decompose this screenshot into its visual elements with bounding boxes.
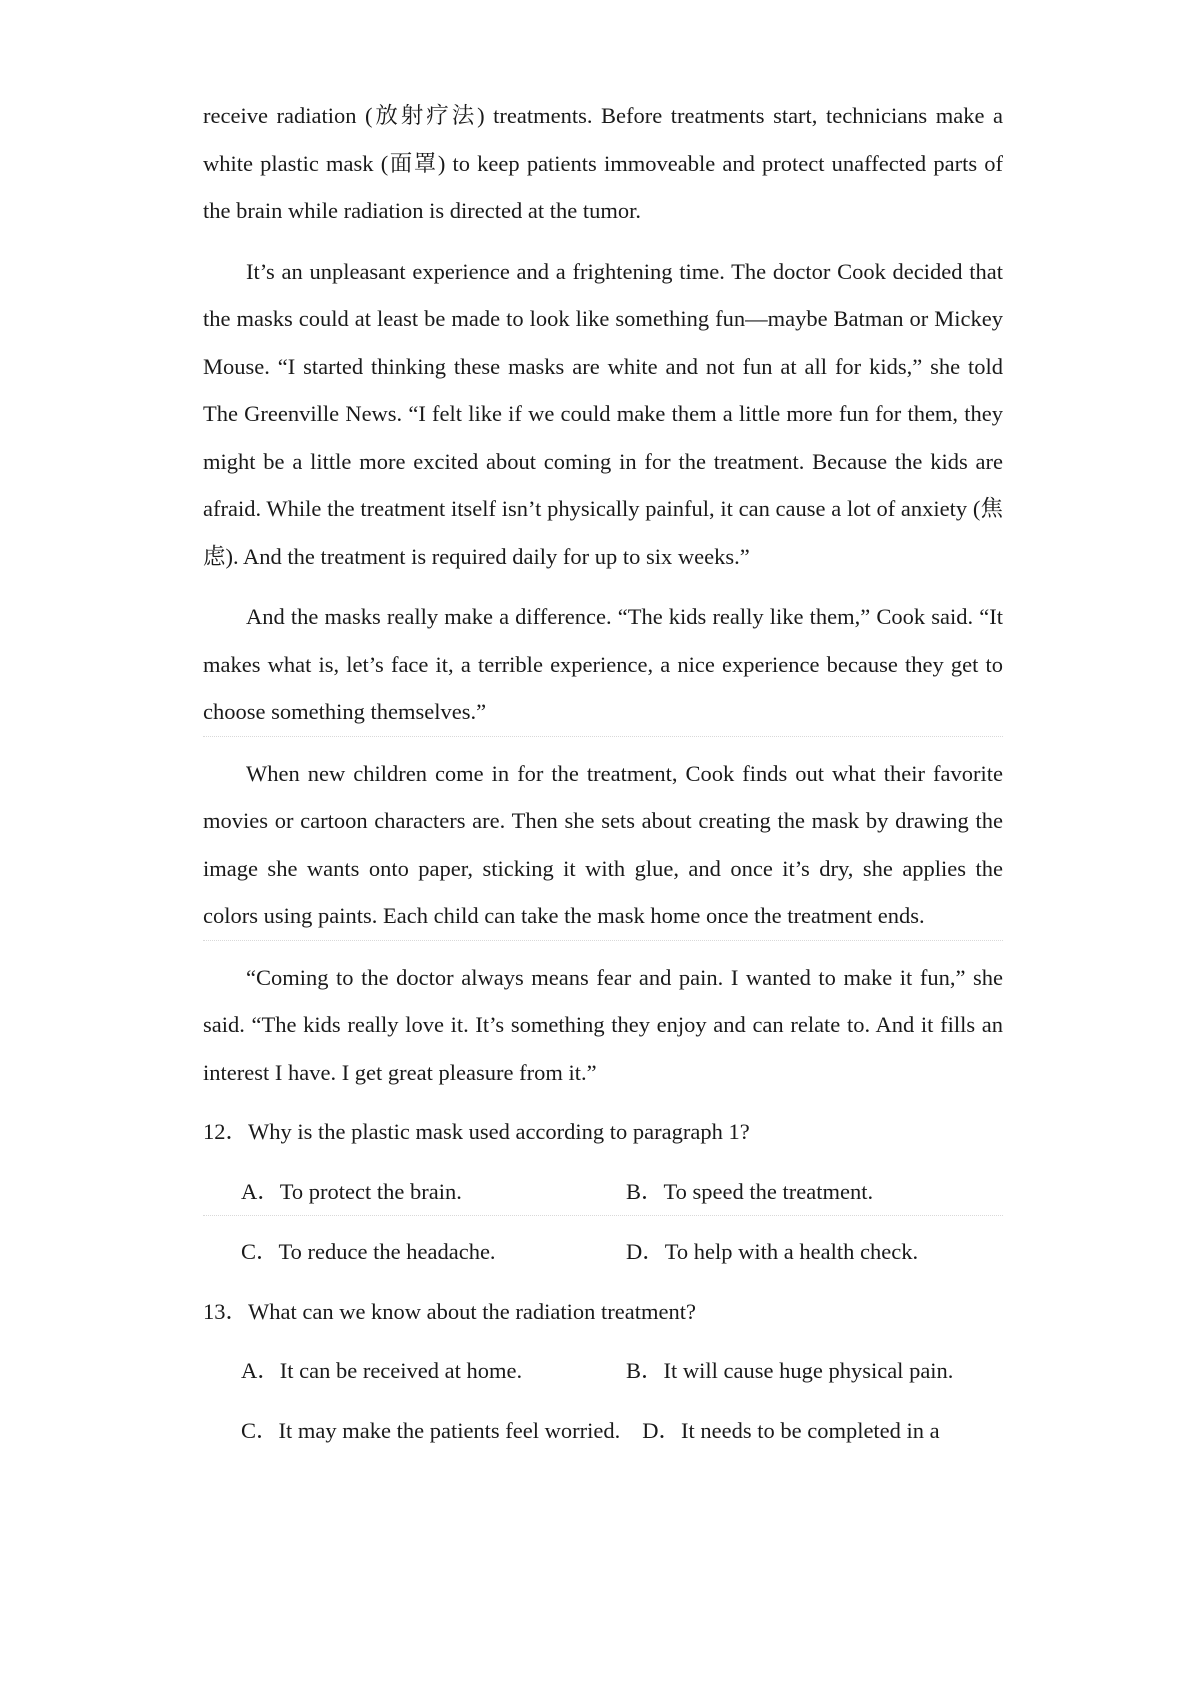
options-row: [203, 1228, 1003, 1276]
paragraph-divider: [203, 580, 1003, 593]
options-row: [203, 1347, 1003, 1395]
paragraph-5: “Coming to the doctor always means fear and pain. I wanted to make it fun,” she said. “The kids really love it. It’s something they enjoy and can relate to. And it fills an interest I have. I get great pleasure from it.”: [203, 964, 1003, 1085]
paragraph-4: When new children come in for the treatment, Cook finds out what their favorite movies or cartoon characters are. Then she sets about creating the mask by drawing the image she wants onto paper, sticking it with glue, and once it’s dry, she applies the colors using paints. Each child can take the mask home once the treatment ends.: [203, 760, 1003, 928]
paragraph-3: And the masks really make a difference. “The kids really like them,” Cook said. “It makes what is, let’s face it, a terrible experience, a nice experience because they get to choose something themselves.”: [203, 604, 1003, 724]
paragraph-1: receive radiation (放射疗法) treatments. Before treatments start, technicians make a white plastic mask (面罩) to keep patients immoveable and protect unaffected parts of the brain while radiation is directed at the tumor.: [203, 103, 1003, 223]
section-gap: [203, 1276, 1003, 1288]
option-b[interactable]: B．It will cause huge physical pain.: [626, 1358, 954, 1383]
option-gap: [203, 1395, 1003, 1407]
option-a[interactable]: A．It can be received at home.: [241, 1358, 523, 1383]
paragraph-2: It’s an unpleasant experience and a frightening time. The doctor Cook decided that the masks could at least be made to look like something fun—maybe Batman or Mickey Mouse. “I started thinking these masks are white and not fun at all for kids,” she told The Greenville News. “I felt like if we could make them a little more fun for them, they might be a little more excited about coming in for the treatment. Because the kids are afraid. While the treatment itself isn’t physically painful, it can cause a lot of anxiety (焦虑). And the treatment is required daily for up to six weeks.”: [203, 258, 1003, 569]
option-c[interactable]: C．It may make the patients feel worried.: [241, 1417, 621, 1443]
option-a[interactable]: A．To protect the brain.: [241, 1178, 462, 1204]
option-b[interactable]: B．To speed the treatment.: [626, 1178, 874, 1204]
section-gap: [203, 1096, 1003, 1108]
option-gap: [203, 1335, 1003, 1347]
paragraph-divider: [203, 235, 1003, 248]
option-gap: [203, 1156, 1003, 1168]
option-d[interactable]: D．It needs to be completed in a: [642, 1417, 940, 1443]
option-gap: [203, 1215, 1003, 1228]
paragraph-divider: [203, 736, 1003, 750]
question-stem: 13．What can we know about the radiation treatment?: [203, 1298, 696, 1324]
option-d[interactable]: D．To help with a health check.: [626, 1239, 919, 1264]
options-row: [203, 1168, 1003, 1216]
paragraph-divider: [203, 940, 1003, 954]
option-c[interactable]: C．To reduce the headache.: [241, 1239, 496, 1264]
question-stem: 12．Why is the plastic mask used according to paragraph 1?: [203, 1119, 750, 1144]
reading-passage: [203, 92, 1003, 1454]
question-12: [203, 1108, 1003, 1276]
options-row: [203, 1407, 1003, 1455]
question-13: [203, 1288, 1003, 1455]
